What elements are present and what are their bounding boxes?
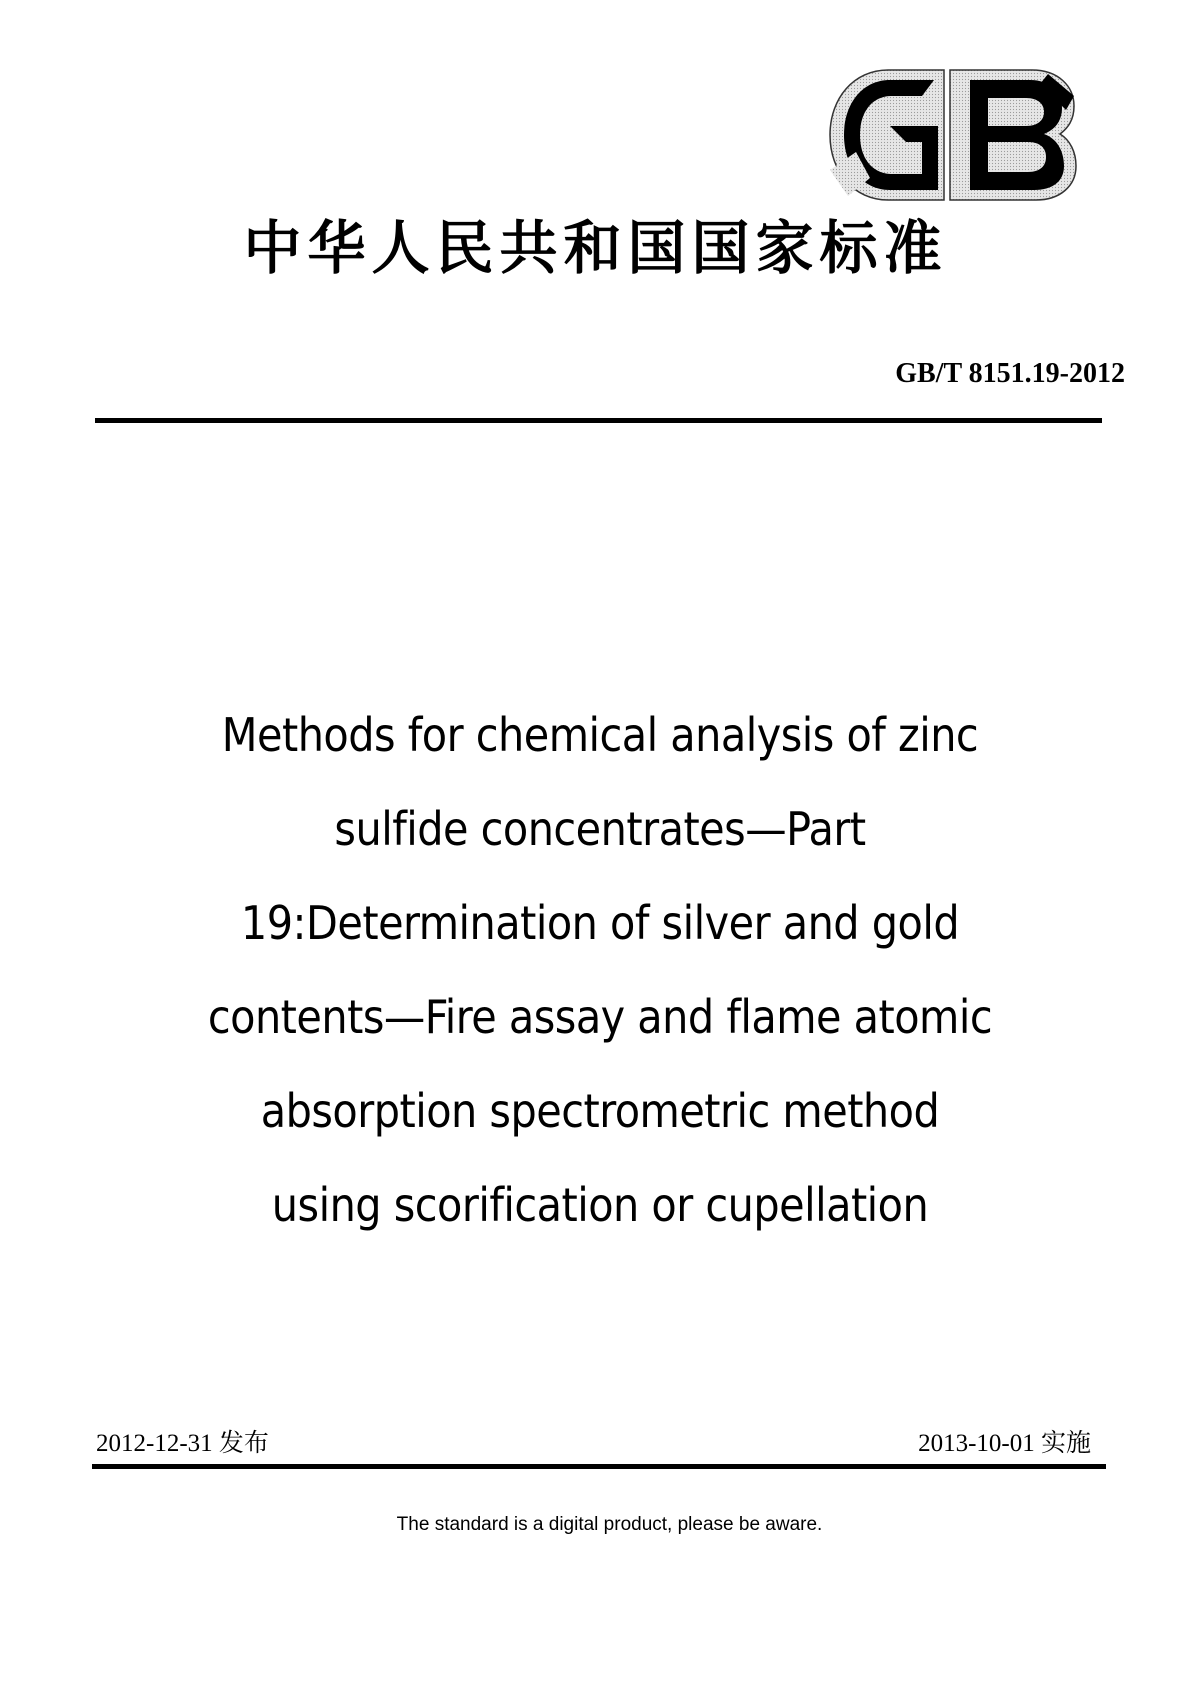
title-line: using scorification or cupellation bbox=[271, 1178, 929, 1232]
implementation-date: 2013-10-01 实施 bbox=[918, 1430, 1091, 1457]
title-line: contents—Fire assay and flame atomic bbox=[207, 990, 993, 1044]
issue-date: 2012-12-31 发布 bbox=[96, 1430, 269, 1457]
gb-logo-icon bbox=[826, 66, 1078, 204]
title-line: 19:Determination of silver and gold bbox=[240, 896, 960, 950]
national-standard-heading: 中华人民共和国国家标准 bbox=[243, 214, 948, 282]
digital-product-notice: The standard is a digital product, please be aware. bbox=[396, 1514, 823, 1535]
title-line: absorption spectrometric method bbox=[260, 1084, 940, 1138]
standard-number: GB/T 8151.19-2012 bbox=[895, 358, 1125, 389]
title-line: Methods for chemical analysis of zinc bbox=[221, 708, 979, 762]
bottom-divider bbox=[92, 1464, 1106, 1469]
document-title bbox=[100, 688, 1100, 1252]
title-line: sulfide concentrates—Part bbox=[334, 802, 866, 856]
top-divider bbox=[95, 418, 1102, 423]
